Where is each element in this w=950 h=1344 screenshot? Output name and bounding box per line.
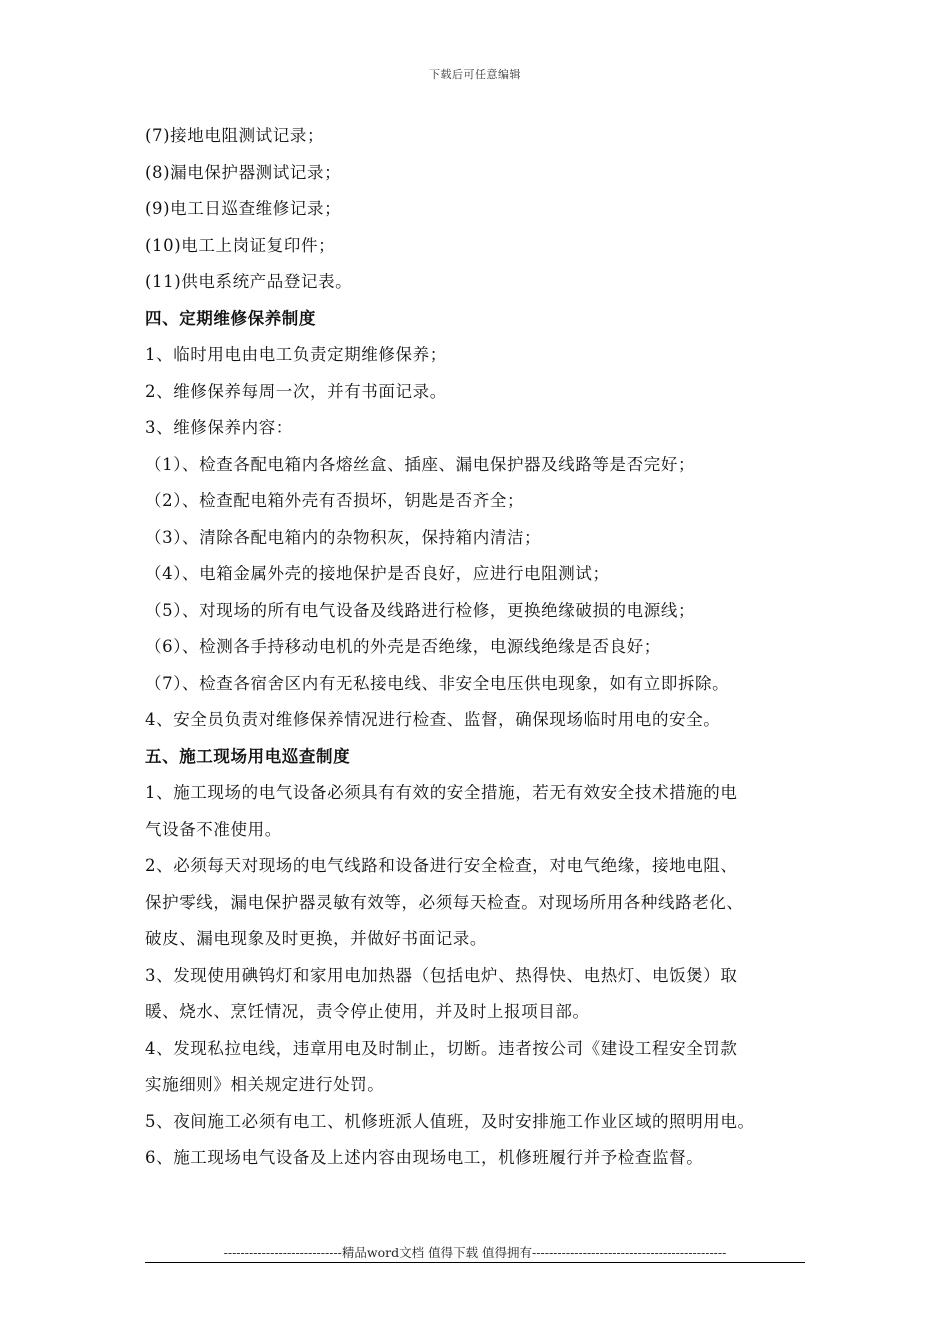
paragraph-line: (7)接地电阻测试记录； xyxy=(145,126,325,145)
page-header-note: 下载后可任意编辑 xyxy=(429,68,521,81)
paragraph-line: (11)供电系统产品登记表。 xyxy=(145,272,353,291)
paragraph-line: （1）、检查各配电箱内各熔丝盒、插座、漏电保护器及线路等是否完好； xyxy=(145,454,696,474)
paragraph-line: 2、必须每天对现场的电气线路和设备进行安全检查，对电气绝缘，接地电阻、 xyxy=(145,856,738,875)
paragraph-line: 5、夜间施工必须有电工、机修班派人值班，及时安排施工作业区域的照明用电。 xyxy=(145,1111,755,1131)
paragraph-line: 破皮、漏电现象及时更换，并做好书面记录。 xyxy=(145,929,487,948)
paragraph-line: 实施细则》相关规定进行处罚。 xyxy=(145,1075,385,1094)
paragraph-line: 2、维修保养每周一次，并有书面记录。 xyxy=(145,381,447,401)
paragraph-line: （7）、检查各宿舍区内有无私接电线、非安全电压供电现象，如有立即拆除。 xyxy=(145,673,730,693)
page-footer-note: ----------------------------精品word文档 值得下载 值得拥有---------------------------------------------- xyxy=(223,1245,727,1260)
paragraph-line: (10)电工上岗证复印件； xyxy=(145,235,336,255)
paragraph-line: (8)漏电保护器测试记录； xyxy=(145,162,342,182)
paragraph-line: (9)电工日巡查维修记录； xyxy=(145,199,342,218)
paragraph-line: 暖、烧水、烹饪情况，责令停止使用，并及时上报项目部。 xyxy=(145,1002,590,1021)
paragraph-line: （5）、对现场的所有电气设备及线路进行检修，更换绝缘破损的电源线； xyxy=(145,600,696,620)
paragraph-line: 气设备不准使用。 xyxy=(145,819,282,839)
paragraph-line: 保护零线，漏电保护器灵敏有效等，必须每天检查。对现场所用各种线路老化、 xyxy=(145,892,744,912)
section-heading: 四、定期维修保养制度 xyxy=(145,308,316,328)
paragraph-line: （6）、检测各手持移动电机的外壳是否绝缘，电源线绝缘是否良好； xyxy=(145,637,661,656)
footer-divider xyxy=(145,1262,805,1263)
paragraph-line: 3、发现使用碘钨灯和家用电加热器（包括电炉、热得快、电热灯、电饭煲）取 xyxy=(145,965,738,985)
paragraph-line: 4、安全员负责对维修保养情况进行检查、监督，确保现场临时用电的安全。 xyxy=(145,710,721,729)
paragraph-line: 3、维修保养内容： xyxy=(145,418,293,437)
document-body xyxy=(145,118,817,1177)
paragraph-line: （2）、检查配电箱外壳有否损坏，钥匙是否齐全； xyxy=(145,491,525,510)
paragraph-line: （3）、清除各配电箱内的杂物积灰，保持箱内清洁； xyxy=(145,527,542,547)
paragraph-line: 4、发现私拉电线，违章用电及时制止，切断。违者按公司《建设工程安全罚款 xyxy=(145,1038,738,1058)
paragraph-line: 6、施工现场电气设备及上述内容由现场电工，机修班履行并予检查监督。 xyxy=(145,1148,704,1167)
paragraph-line: 1、临时用电由电工负责定期维修保养； xyxy=(145,345,447,364)
section-heading: 五、施工现场用电巡查制度 xyxy=(145,746,351,766)
paragraph-line: （4）、电箱金属外壳的接地保护是否良好，应进行电阻测试； xyxy=(145,564,610,583)
paragraph-line: 1、施工现场的电气设备必须具有有效的安全措施，若无有效安全技术措施的电 xyxy=(145,783,738,802)
